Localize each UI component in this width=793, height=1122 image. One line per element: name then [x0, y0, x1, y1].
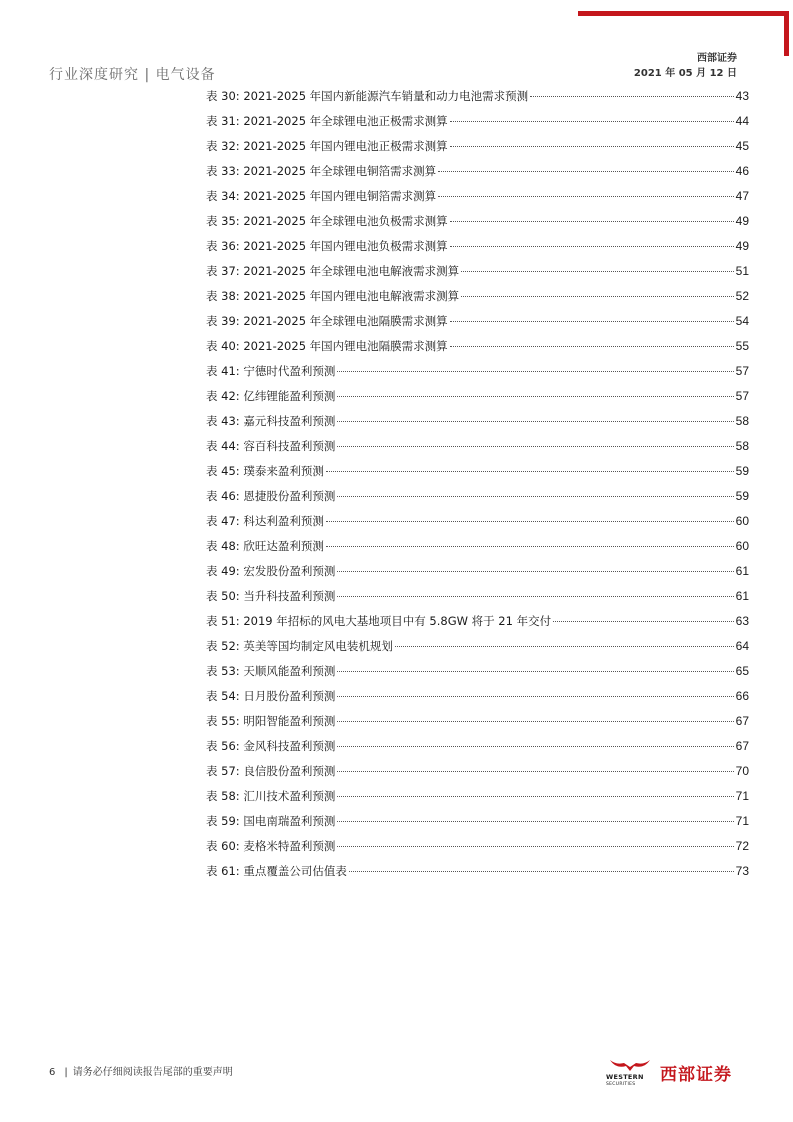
toc-entry-label: 表 35:	[206, 214, 240, 228]
toc-leader-dots	[337, 445, 733, 447]
toc-entry[interactable]	[206, 462, 749, 487]
toc-entry[interactable]	[206, 337, 749, 362]
toc-leader-dots	[438, 170, 733, 172]
toc-entry[interactable]	[206, 537, 749, 562]
toc-entry-title: 2021-2025 年国内锂电池隔膜需求测算	[243, 339, 448, 353]
toc-leader-dots	[450, 320, 734, 322]
toc-entry[interactable]	[206, 562, 749, 587]
toc-leader-dots	[438, 195, 733, 197]
toc-entry-title: 2021-2025 年国内锂电池正极需求测算	[243, 139, 448, 153]
toc-leader-dots	[337, 395, 733, 397]
toc-entry[interactable]	[206, 662, 749, 687]
toc-leader-dots	[337, 745, 733, 747]
toc-entry-page: 57	[735, 389, 749, 403]
toc-entry-label: 表 40:	[206, 339, 240, 353]
toc-entry[interactable]	[206, 262, 749, 287]
toc-entry-title: 容百科技盈利预测	[243, 439, 336, 453]
toc-entry-page: 63	[735, 614, 749, 628]
toc-entry-page: 55	[735, 339, 749, 353]
toc-entry-label: 表 43:	[206, 414, 240, 428]
toc-entry-page: 44	[735, 114, 749, 128]
toc-entry[interactable]	[206, 287, 749, 312]
toc-entry-title: 金风科技盈利预测	[243, 739, 336, 753]
toc-entry-title: 宁德时代盈利预测	[243, 364, 336, 378]
toc-entry[interactable]	[206, 737, 749, 762]
header-meta	[634, 51, 737, 81]
toc-entry[interactable]	[206, 812, 749, 837]
toc-entry-title: 汇川技术盈利预测	[243, 789, 336, 803]
toc-entry-label: 表 61:	[206, 864, 240, 878]
toc-leader-dots	[450, 145, 734, 147]
toc-entry[interactable]	[206, 137, 749, 162]
toc-entry-page: 60	[735, 514, 749, 528]
toc-leader-dots	[337, 845, 733, 847]
toc-entry-label: 表 49:	[206, 564, 240, 578]
toc-entry-page: 61	[735, 564, 749, 578]
toc-entry-label: 表 39:	[206, 314, 240, 328]
toc-leader-dots	[337, 820, 733, 822]
toc-entry[interactable]	[206, 87, 749, 112]
toc-entry-page: 61	[735, 589, 749, 603]
toc-leader-dots	[461, 270, 733, 272]
toc-leader-dots	[337, 795, 733, 797]
toc-entry-label: 表 41:	[206, 364, 240, 378]
toc-entry-title: 欣旺达盈利预测	[243, 539, 324, 553]
toc-entry[interactable]	[206, 712, 749, 737]
toc-entry-page: 59	[735, 489, 749, 503]
toc-entry-page: 71	[735, 814, 749, 828]
toc-entry[interactable]	[206, 762, 749, 787]
toc-entry[interactable]	[206, 387, 749, 412]
toc-entry[interactable]	[206, 862, 749, 887]
toc-leader-dots	[337, 695, 733, 697]
toc-leader-dots	[530, 95, 733, 97]
toc-entry-label: 表 46:	[206, 489, 240, 503]
toc-entry-page: 72	[735, 839, 749, 853]
toc-entry[interactable]	[206, 637, 749, 662]
toc-leader-dots	[337, 420, 733, 422]
toc-entry-title: 2021-2025 年全球锂电池正极需求测算	[243, 114, 448, 128]
toc-entry[interactable]	[206, 212, 749, 237]
toc-entry-label: 表 60:	[206, 839, 240, 853]
logo-mark	[606, 1057, 658, 1087]
toc-entry-title: 2021-2025 年全球锂电池隔膜需求测算	[243, 314, 448, 328]
toc-entry-title: 2021-2025 年全球锂电铜箔需求测算	[243, 164, 437, 178]
toc-entry-label: 表 48:	[206, 539, 240, 553]
toc-entry-page: 71	[735, 789, 749, 803]
toc-entry-label: 表 30:	[206, 89, 240, 103]
toc-entry[interactable]	[206, 837, 749, 862]
toc-entry-title: 亿纬锂能盈利预测	[243, 389, 336, 403]
toc-entry-page: 65	[735, 664, 749, 678]
toc-entry-title: 2019 年招标的风电大基地项目中有 5.8GW 将于 21 年交付	[243, 614, 552, 628]
toc-leader-dots	[450, 120, 734, 122]
toc-entry-label: 表 36:	[206, 239, 240, 253]
toc-entry[interactable]	[206, 112, 749, 137]
toc-entry-title: 嘉元科技盈利预测	[243, 414, 336, 428]
toc-entry-page: 51	[735, 264, 749, 278]
toc-entry-page: 54	[735, 314, 749, 328]
toc-leader-dots	[337, 720, 733, 722]
header-company: 西部证券	[697, 53, 737, 64]
toc-entry-title: 日月股份盈利预测	[243, 689, 336, 703]
toc-entry-label: 表 34:	[206, 189, 240, 203]
disclaimer-notice: 请务必仔细阅读报告尾部的重要声明	[72, 1067, 233, 1078]
toc-entry-label: 表 38:	[206, 289, 240, 303]
toc-entry-title: 国电南瑞盈利预测	[243, 814, 336, 828]
toc-entry-label: 表 45:	[206, 464, 240, 478]
toc-entry-label: 表 44:	[206, 439, 240, 453]
toc-entry[interactable]	[206, 162, 749, 187]
toc-entry[interactable]	[206, 312, 749, 337]
toc-entry-title: 麦格米特盈利预测	[243, 839, 336, 853]
footer-notice: 6 | 请务必仔细阅读报告尾部的重要声明	[49, 1067, 233, 1078]
toc-entry-page: 49	[735, 214, 749, 228]
toc-entry-title: 天顺风能盈利预测	[243, 664, 336, 678]
toc-entry-title: 2021-2025 年全球锂电池负极需求测算	[243, 214, 448, 228]
toc-entry-page: 70	[735, 764, 749, 778]
toc-leader-dots	[337, 770, 733, 772]
toc-entry-page: 58	[735, 439, 749, 453]
toc-leader-dots	[326, 545, 734, 547]
toc-entry-page: 47	[735, 189, 749, 203]
toc-leader-dots	[349, 870, 734, 872]
toc-entry-title: 恩捷股份盈利预测	[243, 489, 336, 503]
toc-entry[interactable]	[206, 612, 749, 637]
toc-entry-label: 表 31:	[206, 114, 240, 128]
toc-entry-title: 英美等国均制定风电装机规划	[243, 639, 393, 653]
toc-entry-title: 2021-2025 年国内锂电池负极需求测算	[243, 239, 448, 253]
toc-entry-page: 57	[735, 364, 749, 378]
toc-entry-page: 60	[735, 539, 749, 553]
toc-entry-title: 宏发股份盈利预测	[243, 564, 336, 578]
toc-entry-label: 表 58:	[206, 789, 240, 803]
header-date: 2021 年 05 月 12 日	[633, 68, 737, 79]
toc-entry-page: 67	[735, 714, 749, 728]
toc-entry-title: 当升科技盈利预测	[243, 589, 336, 603]
toc-entry-label: 表 47:	[206, 514, 240, 528]
toc-entry-title: 科达利盈利预测	[243, 514, 324, 528]
toc-entry-label: 表 53:	[206, 664, 240, 678]
toc-entry[interactable]	[206, 437, 749, 462]
toc-entry-label: 表 56:	[206, 739, 240, 753]
toc-leader-dots	[326, 520, 734, 522]
report-category: 行业深度研究 | 电气设备	[49, 67, 216, 83]
toc-entry[interactable]	[206, 687, 749, 712]
toc-entry-label: 表 59:	[206, 814, 240, 828]
toc-entry[interactable]	[206, 787, 749, 812]
toc-leader-dots	[553, 620, 734, 622]
toc-entry-label: 表 33:	[206, 164, 240, 178]
bull-horns-icon	[606, 1057, 658, 1073]
toc-leader-dots	[337, 570, 733, 572]
toc-entry-label: 表 57:	[206, 764, 240, 778]
toc-leader-dots	[461, 295, 733, 297]
toc-entry-label: 表 55:	[206, 714, 240, 728]
toc-entry-page: 67	[735, 739, 749, 753]
toc-entry-label: 表 51:	[206, 614, 240, 628]
toc-entry-title: 明阳智能盈利预测	[243, 714, 336, 728]
toc-leader-dots	[450, 245, 734, 247]
table-of-tables	[206, 87, 749, 887]
toc-entry-page: 58	[735, 414, 749, 428]
toc-entry-page: 66	[735, 689, 749, 703]
toc-leader-dots	[326, 470, 734, 472]
toc-leader-dots	[337, 495, 733, 497]
toc-entry-title: 2021-2025 年国内新能源汽车销量和动力电池需求预测	[243, 89, 529, 103]
toc-entry-page: 52	[735, 289, 749, 303]
toc-entry[interactable]	[206, 512, 749, 537]
toc-leader-dots	[337, 595, 733, 597]
toc-entry-label: 表 54:	[206, 689, 240, 703]
toc-leader-dots	[395, 645, 734, 647]
toc-entry-page: 64	[735, 639, 749, 653]
toc-entry[interactable]	[206, 412, 749, 437]
toc-leader-dots	[450, 345, 734, 347]
toc-entry-label: 表 42:	[206, 389, 240, 403]
header-rule-vertical	[784, 11, 789, 56]
toc-entry-title: 重点覆盖公司估值表	[243, 864, 347, 878]
toc-entry-label: 表 52:	[206, 639, 240, 653]
logo-cn-text: 西部证券	[660, 1064, 732, 1085]
toc-entry-page: 43	[735, 89, 749, 103]
toc-entry-page: 45	[735, 139, 749, 153]
toc-entry-title: 璞泰来盈利预测	[243, 464, 324, 478]
toc-leader-dots	[450, 220, 734, 222]
toc-entry-title: 良信股份盈利预测	[243, 764, 336, 778]
header-rule-horizontal	[578, 11, 789, 16]
toc-entry-title: 2021-2025 年全球锂电池电解液需求测算	[243, 264, 460, 278]
toc-entry-page: 46	[735, 164, 749, 178]
western-securities-logo	[606, 1056, 756, 1088]
toc-entry[interactable]	[206, 237, 749, 262]
page-number: 6	[49, 1067, 56, 1078]
toc-entry[interactable]	[206, 587, 749, 612]
toc-entry[interactable]	[206, 362, 749, 387]
toc-leader-dots	[337, 370, 733, 372]
toc-entry-title: 2021-2025 年国内锂电池电解液需求测算	[243, 289, 460, 303]
toc-leader-dots	[337, 670, 733, 672]
toc-entry-title: 2021-2025 年国内锂电铜箔需求测算	[243, 189, 437, 203]
toc-entry[interactable]	[206, 187, 749, 212]
toc-entry-page: 49	[735, 239, 749, 253]
toc-entry-label: 表 37:	[206, 264, 240, 278]
toc-entry-page: 59	[735, 464, 749, 478]
toc-entry-label: 表 50:	[206, 589, 240, 603]
logo-en-securities: SECURITIES	[606, 1082, 636, 1087]
logo-en-western: WESTERN	[606, 1073, 644, 1081]
toc-entry-label: 表 32:	[206, 139, 240, 153]
toc-entry[interactable]	[206, 487, 749, 512]
toc-entry-page: 73	[735, 864, 749, 878]
